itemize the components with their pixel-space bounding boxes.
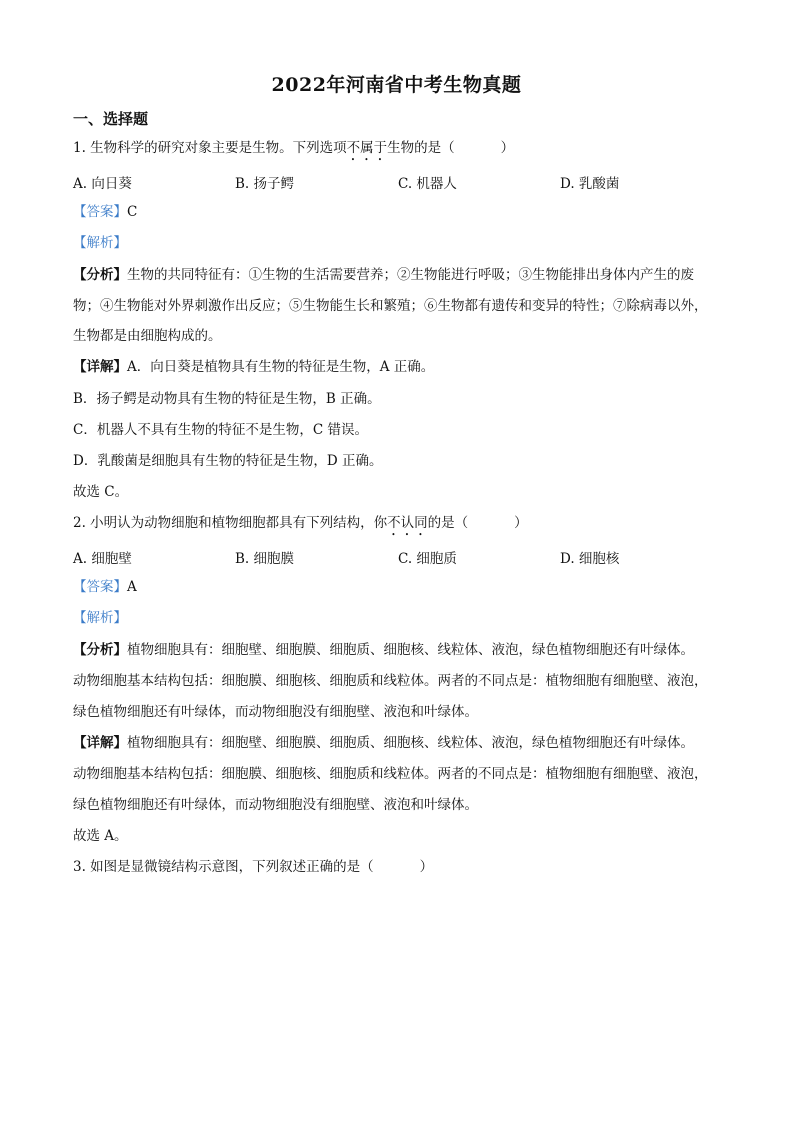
q1-fenxi-line-1: 【分析】生物的共同特征有：①生物的生活需要营养；②生物能进行呼吸；③生物能排出身体内产生的废 xyxy=(73,267,694,283)
q1-xiangjie-line-2: B．扬子鳄是动物具有生物的特征是生物，B 正确。 xyxy=(73,391,381,407)
q1-fenxi-line-3: 生物都是由细胞构成的。 xyxy=(73,328,222,344)
q2-xiangjie-line-2: 动物细胞基本结构包括：细胞膜、细胞核、细胞质和线粒体。两者的不同点是：植物细胞有细胞壁、液泡， xyxy=(73,766,708,782)
answer-label: 【答案】 xyxy=(73,204,127,220)
q1-analysis-label: 【解析】 xyxy=(73,235,127,251)
question-1-stem: 1. 生物科学的研究对象主要是生物。下列选项不属于生物的是（ ） xyxy=(73,140,515,156)
q2-option-d: D. 细胞核 xyxy=(560,551,620,567)
q1-answer: 【答案】C xyxy=(73,204,138,220)
q2-option-b: B. 细胞膜 xyxy=(235,551,295,567)
question-3-stem: 3. 如图是显微镜结构示意图，下列叙述正确的是（ ） xyxy=(73,859,434,875)
q2-option-c: C. 细胞质 xyxy=(398,551,457,567)
q1-option-d: D. 乳酸菌 xyxy=(560,176,620,192)
q2-answer: 【答案】A xyxy=(73,579,137,595)
q1-xiangjie-line-1: 【详解】A．向日葵是植物具有生物的特征是生物，A 正确。 xyxy=(73,359,435,375)
answer-label: 【答案】 xyxy=(73,579,127,595)
q2-fenxi-line-3: 绿色植物细胞还有叶绿体，而动物细胞没有细胞壁、液泡和叶绿体。 xyxy=(73,704,478,720)
q1-option-b: B. 扬子鳄 xyxy=(235,176,295,192)
section-heading: 一、选择题 xyxy=(73,110,149,128)
q1-conclusion: 故选 C。 xyxy=(73,484,129,500)
q2-option-a: A. 细胞壁 xyxy=(73,551,132,567)
q2-xiangjie-line-1: 【详解】植物细胞具有：细胞壁、细胞膜、细胞质、细胞核、线粒体、液泡，绿色植物细胞还有叶绿体。 xyxy=(73,735,694,751)
page-title: 2022年河南省中考生物真题 xyxy=(271,74,522,96)
q1-xiangjie-line-3: C．机器人不具有生物的特征不是生物，C 错误。 xyxy=(73,422,368,438)
q2-fenxi-line-1: 【分析】植物细胞具有：细胞壁、细胞膜、细胞质、细胞核、线粒体、液泡，绿色植物细胞还有叶绿体。 xyxy=(73,642,694,658)
q2-analysis-label: 【解析】 xyxy=(73,610,127,626)
q2-conclusion: 故选 A。 xyxy=(73,828,128,844)
q1-xiangjie-line-4: D．乳酸菌是细胞具有生物的特征是生物，D 正确。 xyxy=(73,453,383,469)
q1-option-a: A. 向日葵 xyxy=(73,176,132,192)
q1-fenxi-line-2: 物；④生物能对外界刺激作出反应；⑤生物能生长和繁殖；⑥生物都有遗传和变异的特性；⑦除病毒以外， xyxy=(73,298,708,314)
q2-fenxi-line-2: 动物细胞基本结构包括：细胞膜、细胞核、细胞质和线粒体。两者的不同点是：植物细胞有细胞壁、液泡， xyxy=(73,673,708,689)
emphasis-text: 不认同 xyxy=(387,515,428,531)
q1-option-c: C. 机器人 xyxy=(398,176,457,192)
q2-xiangjie-line-3: 绿色植物细胞还有叶绿体，而动物细胞没有细胞壁、液泡和叶绿体。 xyxy=(73,797,478,813)
question-2-stem: 2. 小明认为动物细胞和植物细胞都具有下列结构，你不认同的是（ ） xyxy=(73,515,528,531)
emphasis-text: 不属于 xyxy=(346,140,388,156)
